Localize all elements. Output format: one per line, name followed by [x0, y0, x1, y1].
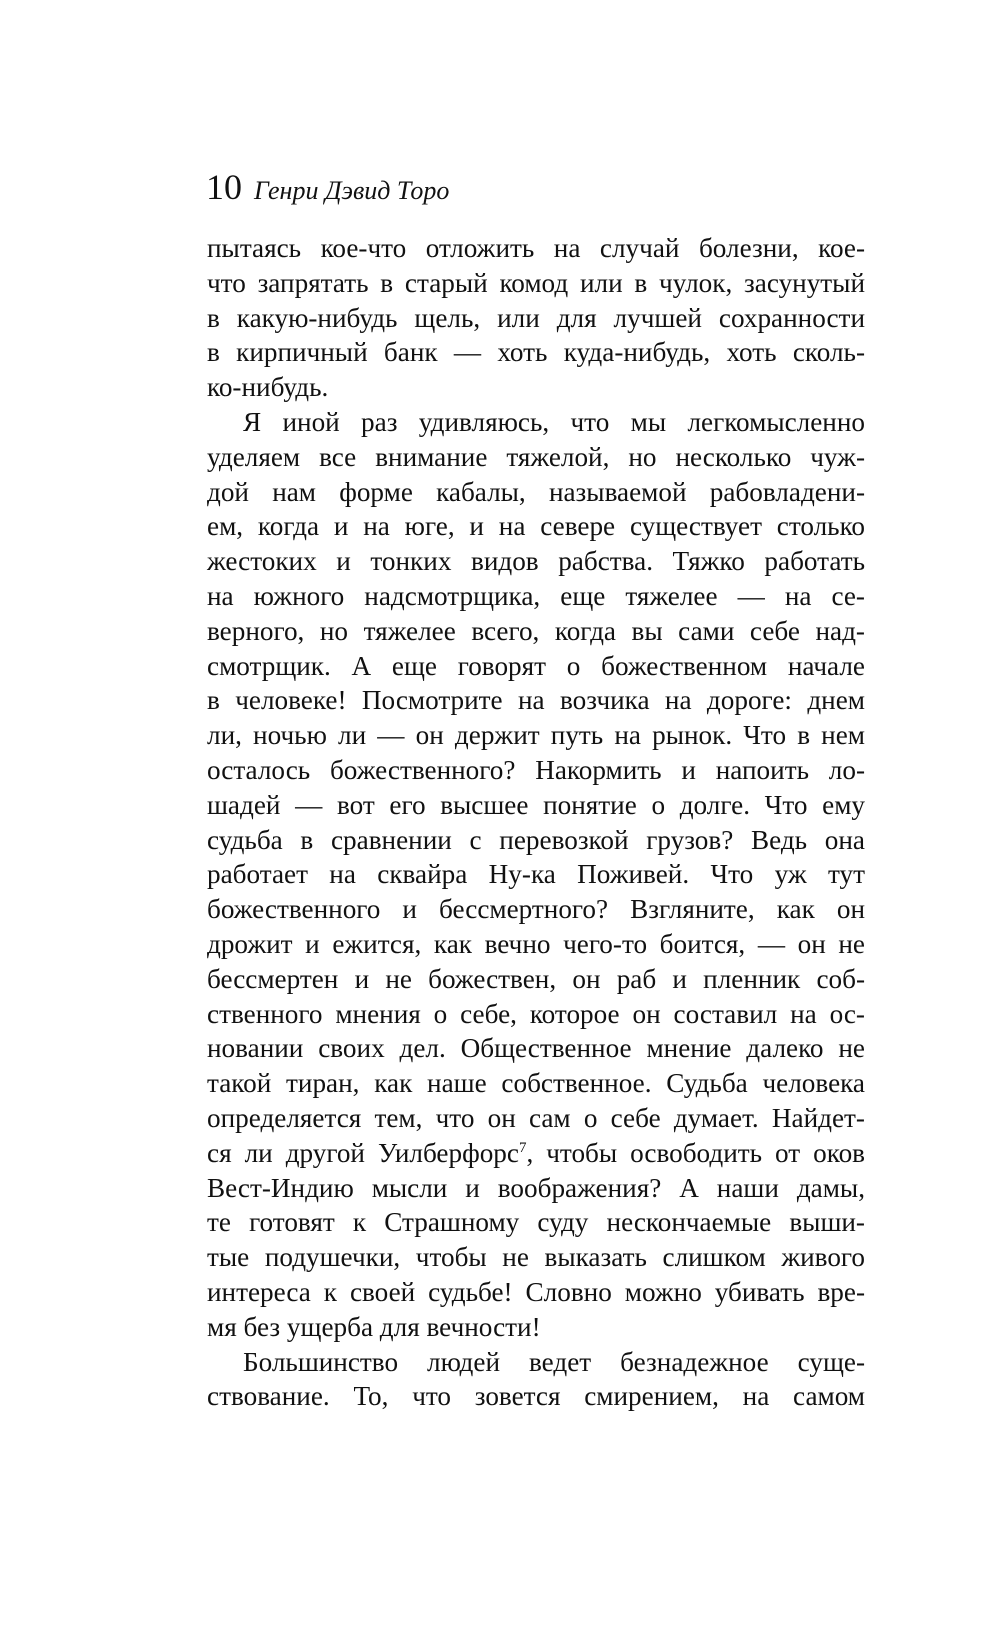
page-number: 10 — [206, 167, 242, 207]
text-line: дой нам форме кабалы, называемой рабовладени- — [207, 476, 865, 507]
text-line: ствование. То, что зовется смирением, на самом — [207, 1381, 865, 1412]
footnote-marker[interactable]: 7 — [518, 1139, 527, 1156]
text-line: уделяем все внимание тяжелой, но несколько чуж- — [207, 441, 865, 472]
text-line: Вест-Индию мысли и воображения? А наши дамы, — [207, 1172, 865, 1203]
text-line: ли, ночью ли — он держит путь на рынок. Что в нем — [207, 720, 865, 751]
author-name: Генри Дэвид Торо — [254, 176, 450, 205]
text-line: верного, но тяжелее всего, когда вы сами себе над- — [207, 615, 865, 646]
line-text: , чтобы освободить от оков — [526, 1137, 865, 1168]
text-line: определяется тем, что он сам о себе думает. Найдет- — [207, 1102, 865, 1133]
text-line: на южного надсмотрщика, еще тяжелее — на се- — [207, 580, 865, 611]
text-line: смотрщик. А еще говорят о божественном начале — [207, 650, 865, 681]
text-line: божественного и бессмертного? Взгляните, как он — [207, 894, 865, 925]
running-head — [206, 166, 449, 208]
paragraph — [207, 405, 865, 1345]
text-line: что запрятать в старый комод или в чулок, засунутый — [207, 267, 865, 298]
text-line: мя без ущерба для вечности! — [207, 1311, 541, 1342]
text-line: Я иной раз удивляюсь, что мы легкомысленно — [243, 406, 865, 437]
text-line: Большинство людей ведет безнадежное суще- — [243, 1346, 865, 1377]
text-line: в кирпичный банк — хоть куда-нибудь, хоть сколь- — [207, 337, 865, 368]
text-line: такой тиран, как наше собственное. Судьба человека — [207, 1068, 865, 1099]
text-line: ко-нибудь. — [207, 372, 329, 403]
text-line: жестоких и тонких видов рабства. Тяжко работать — [207, 546, 865, 577]
text-line: судьба в сравнении с перевозкой грузов? Ведь она — [207, 824, 865, 855]
text-line: новании своих дел. Общественное мнение далеко не — [207, 1033, 865, 1064]
body-text — [207, 231, 865, 1414]
paragraph — [207, 1345, 865, 1415]
text-line: в человеке! Посмотрите на возчика на дороге: днем — [207, 685, 865, 716]
text-line: ственного мнения о себе, которое он составил на ос- — [207, 998, 865, 1029]
text-line: в какую-нибудь щель, или для лучшей сохранности — [207, 302, 865, 333]
text-line: ем, когда и на юге, и на севере существует столько — [207, 511, 865, 542]
text-line: бессмертен и не божествен, он раб и пленник соб- — [207, 963, 865, 994]
text-line: работает на сквайра Ну-ка Поживей. Что уж тут — [207, 859, 865, 890]
paragraph — [207, 231, 865, 405]
line-text: ся ли другой Уилберфорс — [207, 1137, 519, 1168]
text-line: те готовят к Страшному суду нескончаемые выши- — [207, 1207, 865, 1238]
text-line: тые подушечки, чтобы не выказать слишком живого — [207, 1242, 865, 1273]
text-line: пытаясь кое-что отложить на случай болезни, кое- — [207, 233, 865, 263]
text-line: шадей — вот его высшее понятие о долге. Что ему — [207, 789, 865, 820]
text-line: осталось божественного? Накормить и напоить ло- — [207, 754, 865, 785]
text-line: интереса к своей судьбе! Словно можно убивать вре- — [207, 1276, 865, 1307]
text-line: дрожит и ежится, как вечно чего-то боится, — он не — [207, 928, 865, 959]
text-line — [207, 1136, 865, 1171]
